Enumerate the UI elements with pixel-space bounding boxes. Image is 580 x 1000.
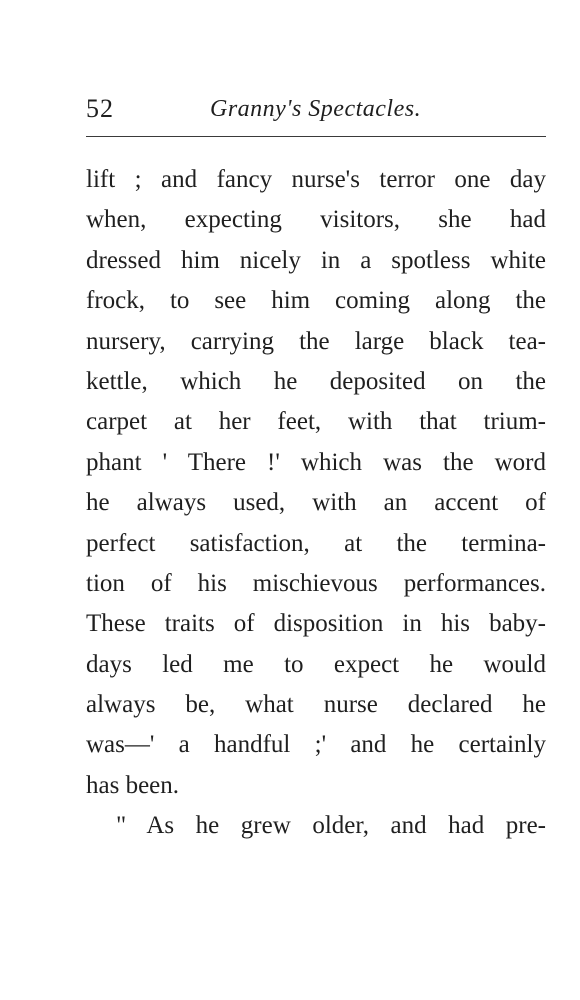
text-line: carpet at her feet, with that trium- xyxy=(86,408,546,436)
text-line: lift ; and fancy nurse's terror one day xyxy=(86,166,546,193)
text-line: dressed him nicely in a spotless white xyxy=(86,246,546,274)
text-line: was—' a handful ;' and he certainly xyxy=(86,731,546,759)
text-line: perfect satisfaction, at the termina- xyxy=(86,529,546,557)
text-line: he always used, with an accent of xyxy=(86,489,546,517)
page-number: 52 xyxy=(86,94,114,123)
text-line: These traits of disposition in his baby- xyxy=(86,610,546,638)
body-text xyxy=(86,160,546,847)
page-header xyxy=(86,94,546,128)
header-rule xyxy=(86,136,546,137)
text-line: has been. xyxy=(86,771,180,799)
text-line: tion of his mischievous performances. xyxy=(86,569,546,597)
text-line: nursery, carrying the large black tea- xyxy=(86,327,546,355)
running-title: Granny's Spectacles. xyxy=(210,96,422,122)
text-line: always be, what nurse declared he xyxy=(86,691,546,719)
text-line: days led me to expect he would xyxy=(86,650,546,678)
text-line: frock, to see him coming along the xyxy=(86,287,546,315)
text-line: when, expecting visitors, she had xyxy=(86,206,546,234)
text-line: kettle, which he deposited on the xyxy=(86,367,546,395)
text-line: phant ' There !' which was the word xyxy=(86,448,546,476)
text-line: " As he grew older, and had pre- xyxy=(116,812,546,840)
